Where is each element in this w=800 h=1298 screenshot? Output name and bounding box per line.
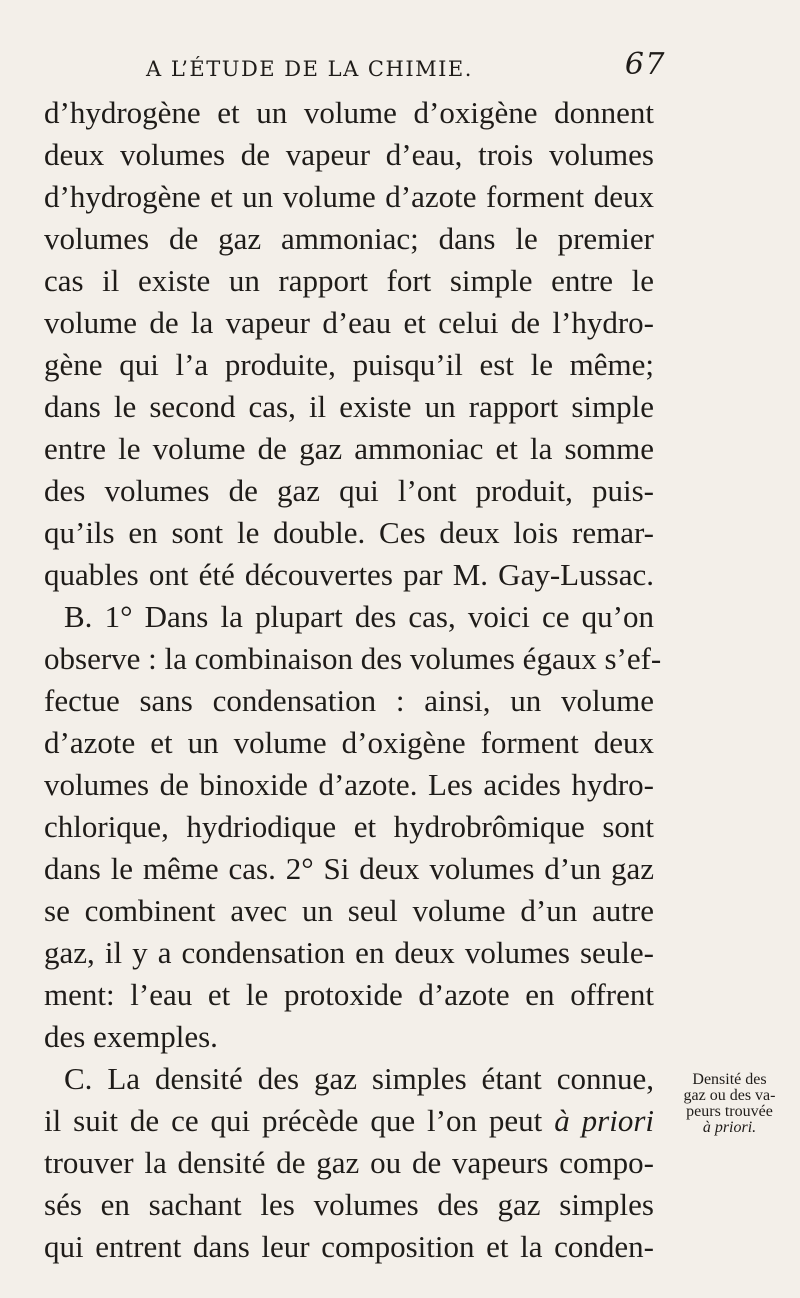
margin-note-line: peurs trouvée [686, 1103, 773, 1120]
text-line: entre le volume de gaz ammoniac et la somme [44, 431, 654, 466]
margin-note-line: à priori. [702, 1119, 757, 1136]
text-line: gaz, il y a condensation en deux volumes seule- [44, 935, 654, 970]
paragraph-b-start: B. 1° Dans la plupart des cas, voici ce qu’on [64, 599, 654, 634]
text-line: d’azote et un volume d’oxigène forment deux [44, 725, 654, 760]
text-line: chlorique, hydriodique et hydrobrômique sont [44, 809, 654, 844]
text-line: des volumes de gaz qui l’ont produit, puis- [44, 473, 654, 508]
text-line: trouver la densité de gaz ou de vapeurs compo- [44, 1145, 654, 1180]
text-line: gène qui l’a produite, puisqu’il est le même; [44, 347, 654, 382]
text-line: ment: l’eau et le protoxide d’azote en offrent [44, 977, 654, 1012]
italic-a-priori: à priori [554, 1103, 655, 1138]
text-line: se combinent avec un seul volume d’un autre [44, 893, 654, 928]
text-line: sés en sachant les volumes des gaz simples [44, 1187, 654, 1222]
margin-note-line: Densité des [692, 1071, 767, 1088]
text-segment: il suit de ce qui précède que l’on peut [44, 1103, 543, 1138]
page-header [146, 47, 666, 87]
text-line: dans le second cas, il existe un rapport simple [44, 389, 654, 424]
text-line: qu’ils en sont le double. Ces deux lois remar- [44, 515, 654, 550]
text-line: quables ont été découvertes par M. Gay-Lussac. [44, 557, 654, 592]
paragraph-c-start: C. La densité des gaz simples étant connue, [64, 1061, 654, 1096]
text-line-with-italic [44, 1100, 654, 1142]
margin-note [672, 1072, 787, 1136]
running-title: A L’ÉTUDE DE LA CHIMIE. [146, 57, 473, 81]
text-line: des exemples. [44, 1019, 218, 1054]
text-line: cas il existe un rapport fort simple entre le [44, 263, 654, 298]
text-line: fectue sans condensation : ainsi, un volume [44, 683, 654, 718]
text-line: volume de la vapeur d’eau et celui de l’hydro- [44, 305, 654, 340]
text-line: d’hydrogène et un volume d’azote forment deux [44, 179, 654, 214]
text-line: volumes de binoxide d’azote. Les acides hydro- [44, 767, 654, 802]
text-line: observe : la combinaison des volumes égaux s’ef- [44, 641, 662, 676]
text-line: volumes de gaz ammoniac; dans le premier [44, 221, 654, 256]
text-line: d’hydrogène et un volume d’oxigène donnent [44, 95, 654, 130]
text-line: dans le même cas. 2° Si deux volumes d’un gaz [44, 851, 654, 886]
body-text [44, 92, 662, 1268]
text-line: qui entrent dans leur composition et la conden- [44, 1229, 654, 1264]
margin-note-line: gaz ou des va- [683, 1087, 776, 1104]
text-line: deux volumes de vapeur d’eau, trois volumes [44, 137, 654, 172]
page-number: 67 [624, 47, 666, 82]
